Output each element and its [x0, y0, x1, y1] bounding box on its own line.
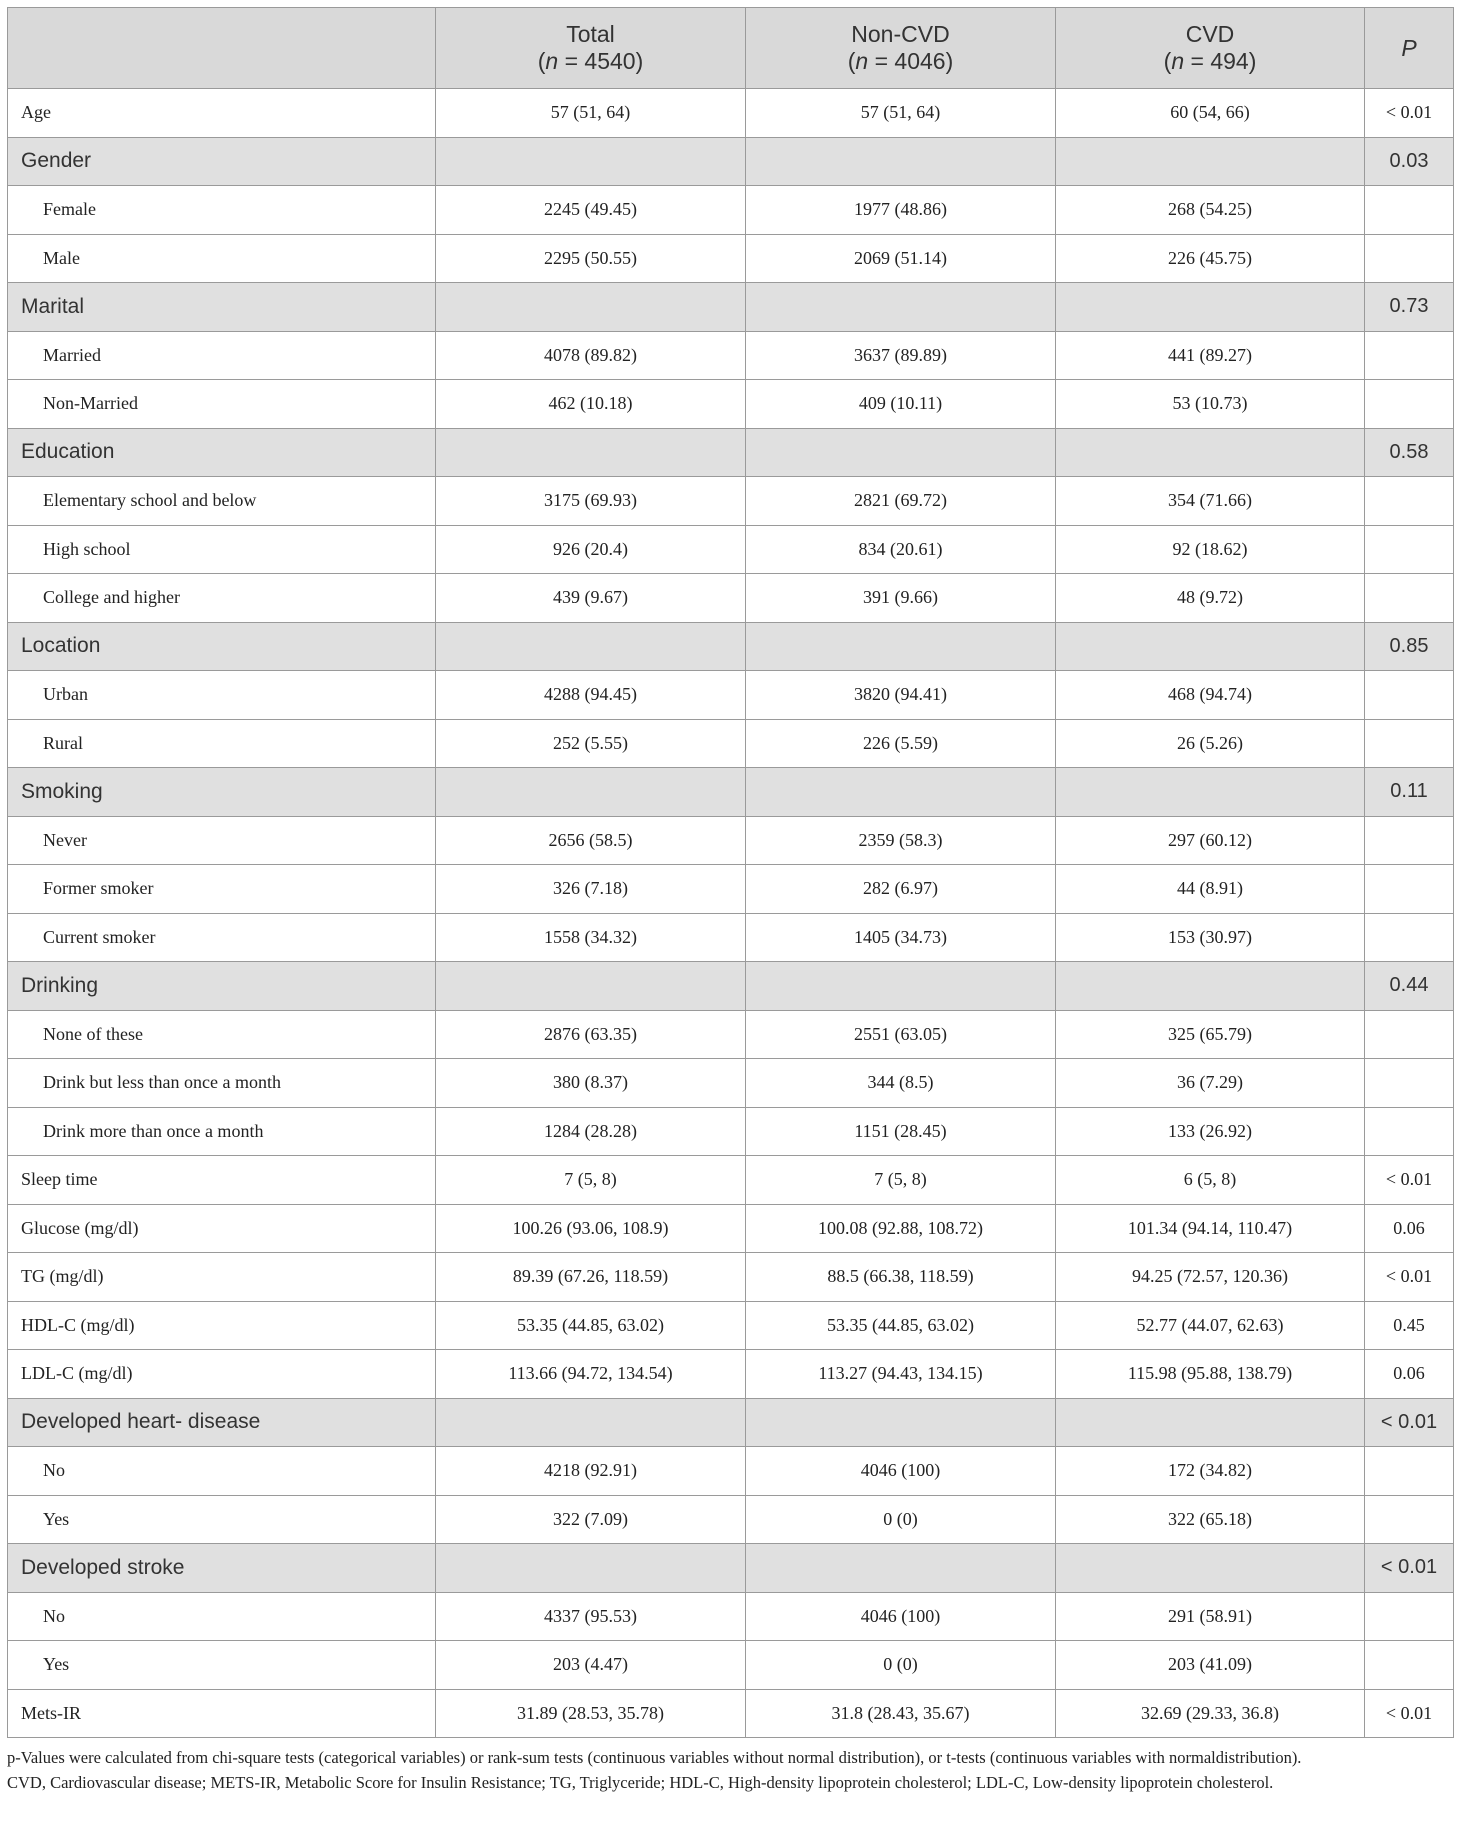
row-label: HDL-C (mg/dl) — [8, 1301, 436, 1350]
cell-noncvd: 113.27 (94.43, 134.15) — [746, 1350, 1056, 1399]
cell-cvd: 226 (45.75) — [1056, 234, 1365, 283]
table-group-row — [8, 962, 1454, 1011]
table-row — [8, 1495, 1454, 1544]
row-label: Gender — [8, 137, 436, 186]
header-cvd-title: CVD — [1185, 21, 1235, 47]
row-label: Non-Married — [8, 380, 436, 429]
row-label: Married — [8, 331, 436, 380]
footnote-statistics: p-Values were calculated from chi-square tests (categorical variables) or rank-sum tests (continuous variables without normal distribution), or t-tests (continuous variables with normaldistribution). — [7, 1748, 1302, 1767]
cell-total — [436, 283, 746, 332]
cell-cvd — [1056, 768, 1365, 817]
cell-cvd: 172 (34.82) — [1056, 1447, 1365, 1496]
table-group-row — [8, 622, 1454, 671]
table-row — [8, 1301, 1454, 1350]
cell-total: 439 (9.67) — [436, 574, 746, 623]
cell-total — [436, 428, 746, 477]
table-row — [8, 380, 1454, 429]
cell-cvd: 52.77 (44.07, 62.63) — [1056, 1301, 1365, 1350]
cell-noncvd — [746, 622, 1056, 671]
table-row — [8, 1156, 1454, 1205]
cell-total: 113.66 (94.72, 134.54) — [436, 1350, 746, 1399]
row-label: Age — [8, 89, 436, 138]
row-label: No — [8, 1592, 436, 1641]
cell-noncvd: 1151 (28.45) — [746, 1107, 1056, 1156]
cell-cvd — [1056, 428, 1365, 477]
table-row — [8, 1350, 1454, 1399]
table-row — [8, 671, 1454, 720]
cell-noncvd — [746, 137, 1056, 186]
row-label: Smoking — [8, 768, 436, 817]
cell-noncvd: 3820 (94.41) — [746, 671, 1056, 720]
cell-noncvd: 226 (5.59) — [746, 719, 1056, 768]
cell-total: 57 (51, 64) — [436, 89, 746, 138]
cell-noncvd: 391 (9.66) — [746, 574, 1056, 623]
cell-p-value — [1365, 1495, 1454, 1544]
table-group-row — [8, 428, 1454, 477]
cell-p-value: 0.44 — [1365, 962, 1454, 1011]
cell-p-value — [1365, 913, 1454, 962]
header-variable — [8, 8, 436, 89]
cell-noncvd: 1977 (48.86) — [746, 186, 1056, 235]
header-total-title: Total — [566, 21, 615, 47]
cell-total: 4288 (94.45) — [436, 671, 746, 720]
baseline-characteristics-table-wrapper — [7, 7, 1453, 1738]
cell-p-value — [1365, 1447, 1454, 1496]
table-row — [8, 865, 1454, 914]
row-label: College and higher — [8, 574, 436, 623]
table-row — [8, 913, 1454, 962]
cell-cvd: 441 (89.27) — [1056, 331, 1365, 380]
cell-p-value: < 0.01 — [1365, 1253, 1454, 1302]
row-label: Current smoker — [8, 913, 436, 962]
table-row — [8, 1010, 1454, 1059]
cell-noncvd — [746, 1544, 1056, 1593]
table-row — [8, 89, 1454, 138]
table-row — [8, 1641, 1454, 1690]
cell-noncvd — [746, 962, 1056, 1011]
cell-cvd: 26 (5.26) — [1056, 719, 1365, 768]
row-label: No — [8, 1447, 436, 1496]
table-group-row — [8, 137, 1454, 186]
cell-noncvd: 88.5 (66.38, 118.59) — [746, 1253, 1056, 1302]
cell-p-value — [1365, 186, 1454, 235]
header-p-value: P — [1365, 8, 1454, 89]
cell-total — [436, 962, 746, 1011]
cell-cvd: 325 (65.79) — [1056, 1010, 1365, 1059]
cell-p-value — [1365, 477, 1454, 526]
table-row — [8, 525, 1454, 574]
cell-total: 7 (5, 8) — [436, 1156, 746, 1205]
cell-cvd: 92 (18.62) — [1056, 525, 1365, 574]
table-row — [8, 1253, 1454, 1302]
row-label: Location — [8, 622, 436, 671]
cell-p-value — [1365, 234, 1454, 283]
cell-total: 4218 (92.91) — [436, 1447, 746, 1496]
cell-cvd: 101.34 (94.14, 110.47) — [1056, 1204, 1365, 1253]
cell-noncvd: 2821 (69.72) — [746, 477, 1056, 526]
cell-p-value: 0.45 — [1365, 1301, 1454, 1350]
cell-noncvd: 2069 (51.14) — [746, 234, 1056, 283]
table-row — [8, 1204, 1454, 1253]
cell-noncvd: 1405 (34.73) — [746, 913, 1056, 962]
header-cvd — [1056, 8, 1365, 89]
header-total-count: (n = 4540) — [537, 48, 644, 74]
cell-noncvd: 31.8 (28.43, 35.67) — [746, 1689, 1056, 1738]
cell-p-value: 0.06 — [1365, 1350, 1454, 1399]
cell-noncvd — [746, 283, 1056, 332]
row-label: Rural — [8, 719, 436, 768]
cell-p-value — [1365, 525, 1454, 574]
cell-cvd: 36 (7.29) — [1056, 1059, 1365, 1108]
cell-cvd: 48 (9.72) — [1056, 574, 1365, 623]
cell-cvd — [1056, 1544, 1365, 1593]
cell-total: 203 (4.47) — [436, 1641, 746, 1690]
table-row — [8, 186, 1454, 235]
table-row — [8, 477, 1454, 526]
cell-p-value — [1365, 574, 1454, 623]
table-header-row — [8, 8, 1454, 89]
row-label: Developed heart- disease — [8, 1398, 436, 1447]
cell-cvd — [1056, 962, 1365, 1011]
cell-cvd: 203 (41.09) — [1056, 1641, 1365, 1690]
cell-noncvd: 2359 (58.3) — [746, 816, 1056, 865]
cell-p-value — [1365, 331, 1454, 380]
cell-cvd: 32.69 (29.33, 36.8) — [1056, 1689, 1365, 1738]
cell-p-value: 0.85 — [1365, 622, 1454, 671]
header-total — [436, 8, 746, 89]
cell-noncvd: 57 (51, 64) — [746, 89, 1056, 138]
table-row — [8, 331, 1454, 380]
table-row — [8, 1592, 1454, 1641]
cell-p-value: < 0.01 — [1365, 1398, 1454, 1447]
cell-p-value: < 0.01 — [1365, 1156, 1454, 1205]
cell-noncvd — [746, 428, 1056, 477]
cell-p-value: < 0.01 — [1365, 1689, 1454, 1738]
cell-p-value: 0.06 — [1365, 1204, 1454, 1253]
table-row — [8, 234, 1454, 283]
cell-p-value: 0.03 — [1365, 137, 1454, 186]
cell-cvd: 468 (94.74) — [1056, 671, 1365, 720]
cell-p-value — [1365, 816, 1454, 865]
cell-noncvd: 0 (0) — [746, 1495, 1056, 1544]
cell-noncvd: 409 (10.11) — [746, 380, 1056, 429]
cell-p-value — [1365, 1107, 1454, 1156]
cell-noncvd: 0 (0) — [746, 1641, 1056, 1690]
cell-total: 89.39 (67.26, 118.59) — [436, 1253, 746, 1302]
cell-p-value: 0.73 — [1365, 283, 1454, 332]
baseline-characteristics-table — [7, 7, 1454, 1738]
cell-total — [436, 622, 746, 671]
cell-cvd: 354 (71.66) — [1056, 477, 1365, 526]
row-label: Former smoker — [8, 865, 436, 914]
table-footnotes — [7, 1747, 1455, 1797]
cell-p-value — [1365, 1641, 1454, 1690]
row-label: Drinking — [8, 962, 436, 1011]
cell-p-value: 0.58 — [1365, 428, 1454, 477]
cell-cvd: 60 (54, 66) — [1056, 89, 1365, 138]
table-row — [8, 719, 1454, 768]
row-label: Yes — [8, 1641, 436, 1690]
cell-total: 926 (20.4) — [436, 525, 746, 574]
cell-noncvd: 344 (8.5) — [746, 1059, 1056, 1108]
cell-p-value — [1365, 1059, 1454, 1108]
cell-total: 3175 (69.93) — [436, 477, 746, 526]
cell-p-value — [1365, 1010, 1454, 1059]
cell-cvd: 6 (5, 8) — [1056, 1156, 1365, 1205]
cell-p-value: 0.11 — [1365, 768, 1454, 817]
table-row — [8, 1107, 1454, 1156]
cell-total — [436, 1544, 746, 1593]
cell-total: 2295 (50.55) — [436, 234, 746, 283]
table-row — [8, 574, 1454, 623]
cell-total — [436, 1398, 746, 1447]
header-noncvd-title: Non-CVD — [851, 21, 950, 47]
table-group-row — [8, 1544, 1454, 1593]
cell-p-value — [1365, 1592, 1454, 1641]
cell-total: 1558 (34.32) — [436, 913, 746, 962]
cell-noncvd — [746, 768, 1056, 817]
cell-noncvd: 4046 (100) — [746, 1447, 1056, 1496]
cell-total: 2245 (49.45) — [436, 186, 746, 235]
cell-total: 4078 (89.82) — [436, 331, 746, 380]
row-label: Sleep time — [8, 1156, 436, 1205]
cell-total: 380 (8.37) — [436, 1059, 746, 1108]
cell-noncvd — [746, 1398, 1056, 1447]
cell-total: 100.26 (93.06, 108.9) — [436, 1204, 746, 1253]
row-label: Marital — [8, 283, 436, 332]
header-cvd-count: (n = 494) — [1163, 48, 1257, 74]
row-label: Drink but less than once a month — [8, 1059, 436, 1108]
row-label: Glucose (mg/dl) — [8, 1204, 436, 1253]
cell-cvd: 115.98 (95.88, 138.79) — [1056, 1350, 1365, 1399]
cell-cvd: 322 (65.18) — [1056, 1495, 1365, 1544]
row-label: Urban — [8, 671, 436, 720]
cell-cvd: 94.25 (72.57, 120.36) — [1056, 1253, 1365, 1302]
cell-p-value — [1365, 671, 1454, 720]
cell-cvd: 297 (60.12) — [1056, 816, 1365, 865]
header-noncvd-count: (n = 4046) — [847, 48, 954, 74]
table-group-row — [8, 768, 1454, 817]
cell-p-value — [1365, 719, 1454, 768]
row-label: Mets-IR — [8, 1689, 436, 1738]
row-label: Developed stroke — [8, 1544, 436, 1593]
cell-noncvd: 4046 (100) — [746, 1592, 1056, 1641]
cell-cvd — [1056, 1398, 1365, 1447]
cell-noncvd: 3637 (89.89) — [746, 331, 1056, 380]
cell-p-value: < 0.01 — [1365, 89, 1454, 138]
cell-p-value — [1365, 380, 1454, 429]
cell-p-value: < 0.01 — [1365, 1544, 1454, 1593]
cell-total: 31.89 (28.53, 35.78) — [436, 1689, 746, 1738]
cell-total: 53.35 (44.85, 63.02) — [436, 1301, 746, 1350]
cell-cvd: 291 (58.91) — [1056, 1592, 1365, 1641]
cell-noncvd: 53.35 (44.85, 63.02) — [746, 1301, 1056, 1350]
row-label: Never — [8, 816, 436, 865]
row-label: Drink more than once a month — [8, 1107, 436, 1156]
cell-cvd — [1056, 137, 1365, 186]
cell-noncvd: 2551 (63.05) — [746, 1010, 1056, 1059]
table-group-row — [8, 283, 1454, 332]
cell-total: 2876 (63.35) — [436, 1010, 746, 1059]
cell-cvd — [1056, 622, 1365, 671]
row-label: Male — [8, 234, 436, 283]
header-noncvd — [746, 8, 1056, 89]
row-label: Education — [8, 428, 436, 477]
row-label: High school — [8, 525, 436, 574]
row-label: Elementary school and below — [8, 477, 436, 526]
footnote-abbreviations: CVD, Cardiovascular disease; METS-IR, Metabolic Score for Insulin Resistance; TG, Triglyceride; HDL-C, High-density lipoprotein cholesterol; LDL-C, Low-density lipoprotein cholesterol. — [7, 1773, 1274, 1792]
cell-total — [436, 768, 746, 817]
cell-total — [436, 137, 746, 186]
row-label: LDL-C (mg/dl) — [8, 1350, 436, 1399]
cell-noncvd: 100.08 (92.88, 108.72) — [746, 1204, 1056, 1253]
cell-cvd: 153 (30.97) — [1056, 913, 1365, 962]
cell-total: 1284 (28.28) — [436, 1107, 746, 1156]
row-label: None of these — [8, 1010, 436, 1059]
cell-total: 252 (5.55) — [436, 719, 746, 768]
cell-total: 462 (10.18) — [436, 380, 746, 429]
cell-p-value — [1365, 865, 1454, 914]
cell-cvd — [1056, 283, 1365, 332]
row-label: Yes — [8, 1495, 436, 1544]
cell-cvd: 53 (10.73) — [1056, 380, 1365, 429]
table-row — [8, 1059, 1454, 1108]
cell-total: 322 (7.09) — [436, 1495, 746, 1544]
cell-cvd: 133 (26.92) — [1056, 1107, 1365, 1156]
table-row — [8, 1447, 1454, 1496]
table-body — [8, 89, 1454, 1738]
cell-total: 2656 (58.5) — [436, 816, 746, 865]
cell-cvd: 44 (8.91) — [1056, 865, 1365, 914]
cell-noncvd: 282 (6.97) — [746, 865, 1056, 914]
cell-cvd: 268 (54.25) — [1056, 186, 1365, 235]
row-label: Female — [8, 186, 436, 235]
cell-total: 326 (7.18) — [436, 865, 746, 914]
table-group-row — [8, 1398, 1454, 1447]
cell-noncvd: 7 (5, 8) — [746, 1156, 1056, 1205]
table-row — [8, 1689, 1454, 1738]
table-row — [8, 816, 1454, 865]
row-label: TG (mg/dl) — [8, 1253, 436, 1302]
cell-noncvd: 834 (20.61) — [746, 525, 1056, 574]
cell-total: 4337 (95.53) — [436, 1592, 746, 1641]
